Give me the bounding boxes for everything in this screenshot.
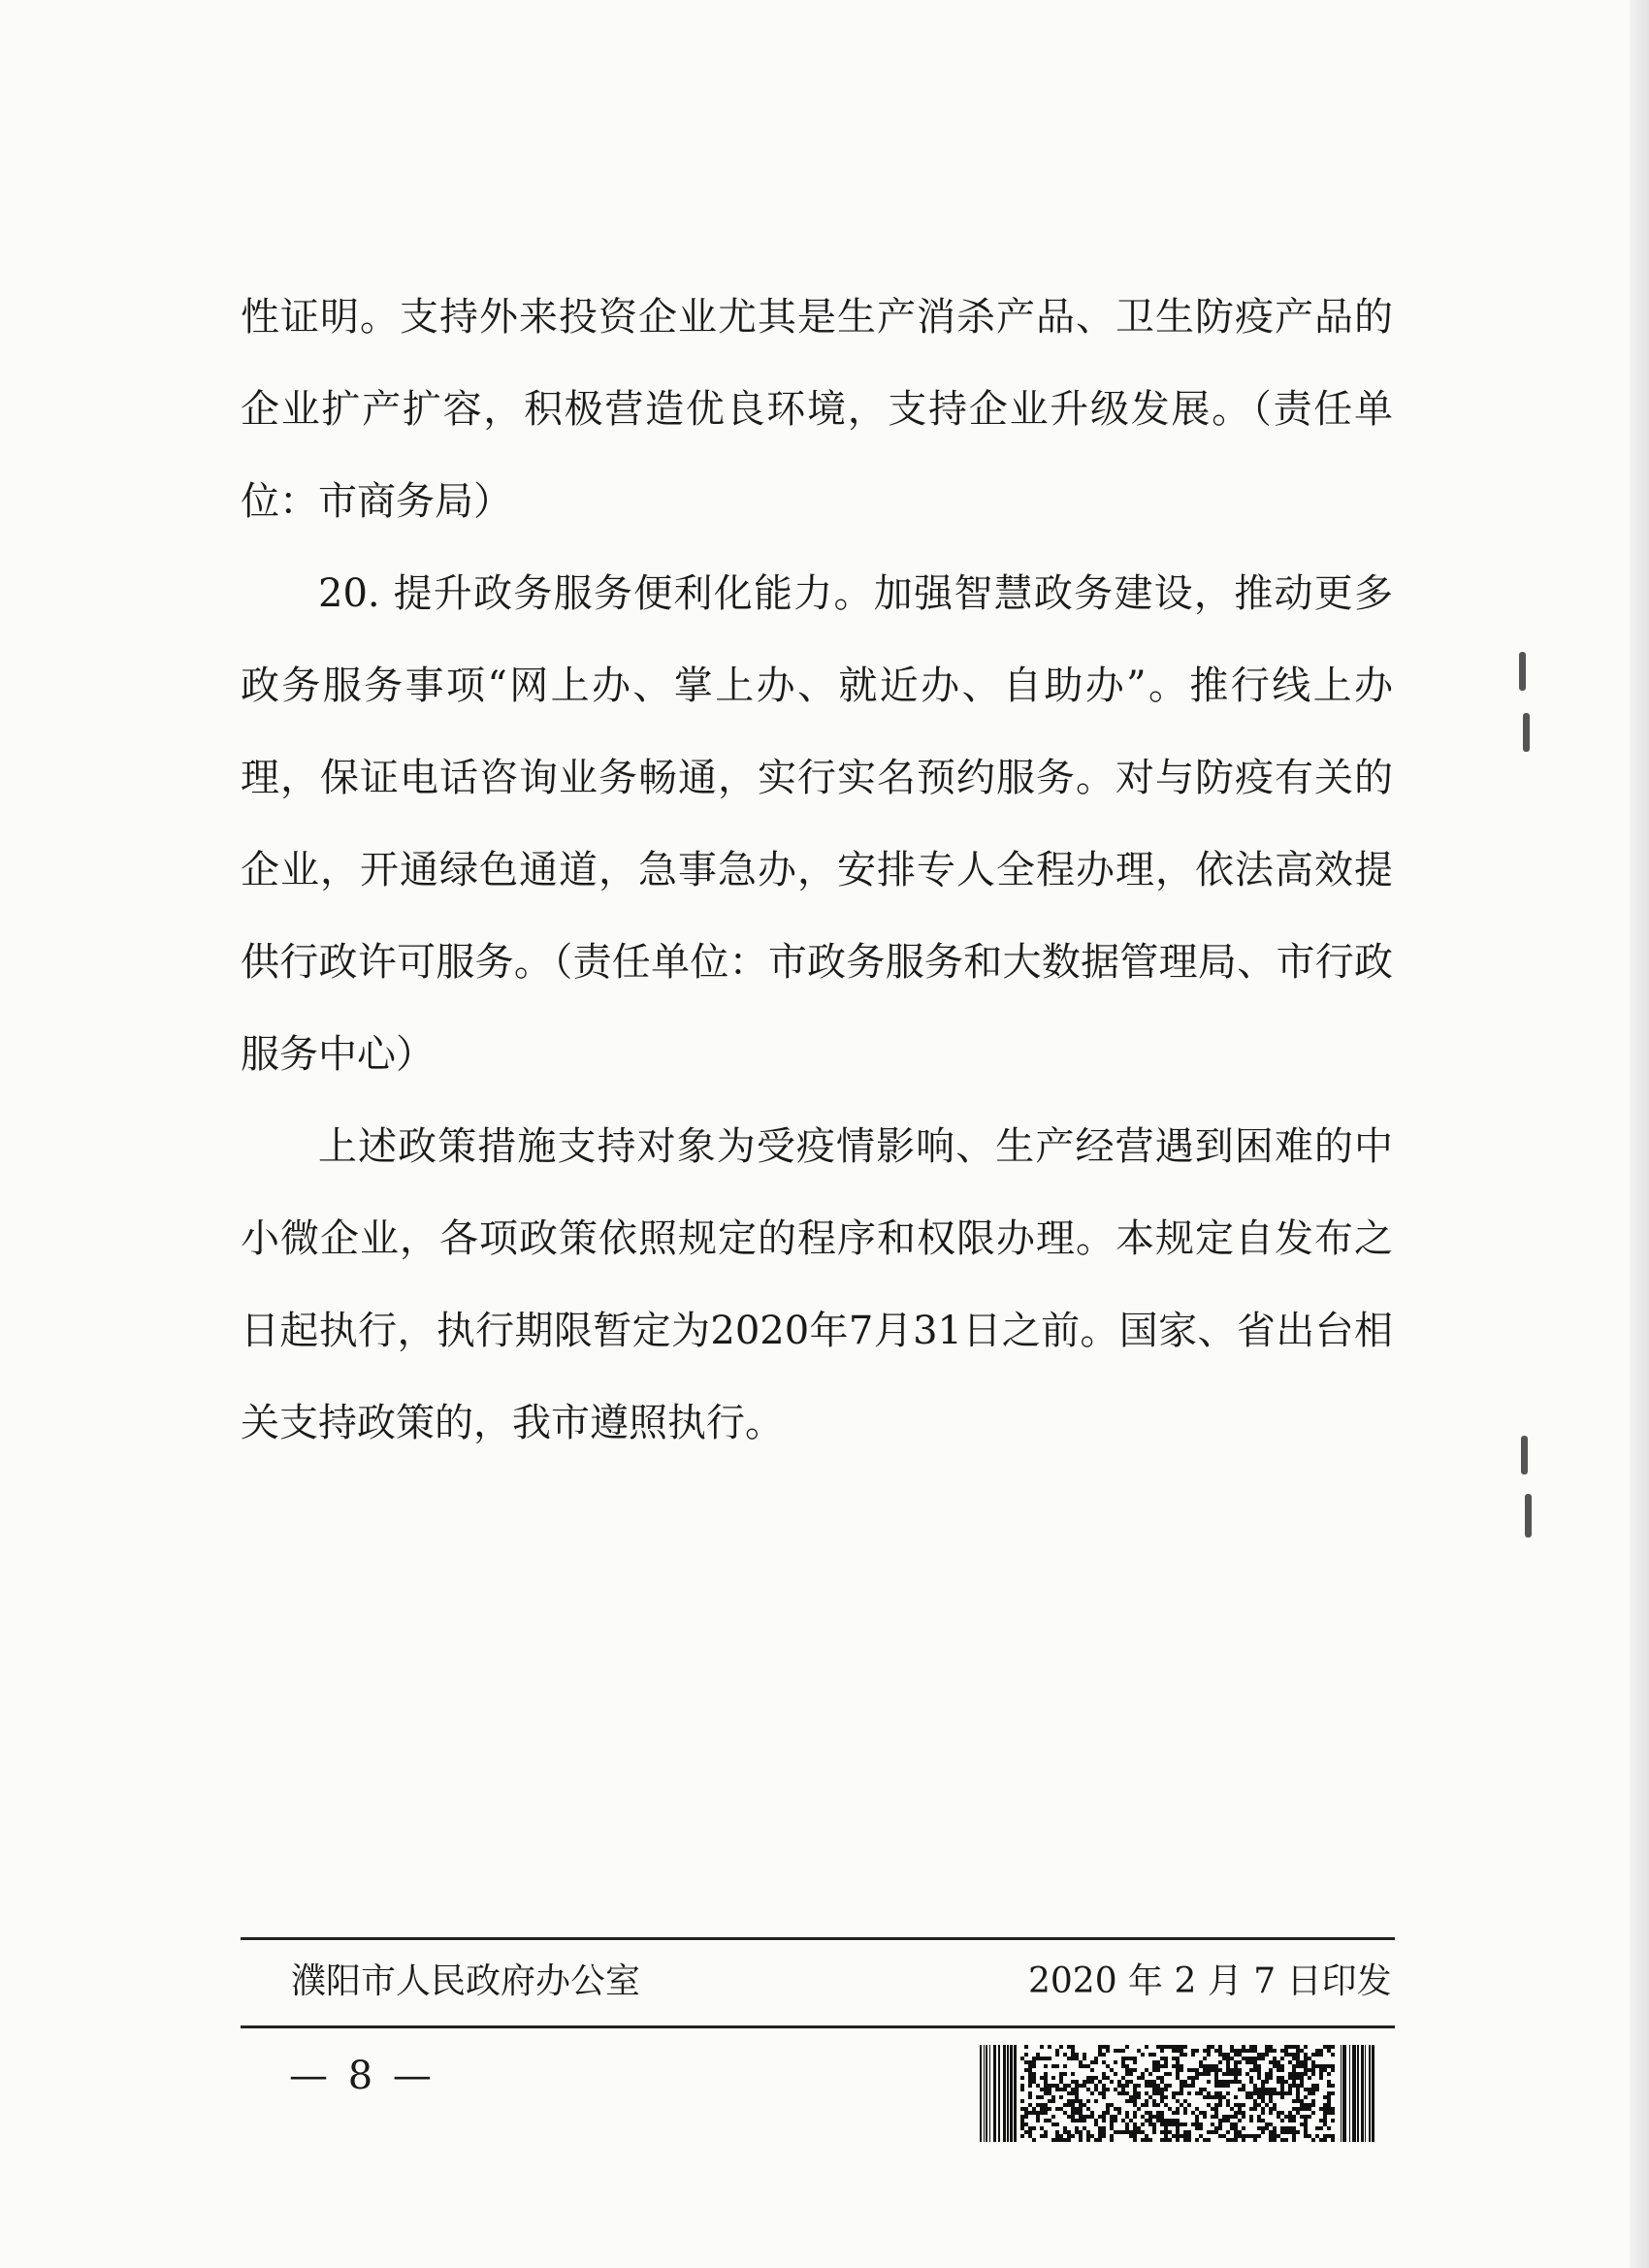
binding-staple-mark [1525,1494,1532,1538]
page-shadow-edge [1630,0,1649,2268]
barcode-icon [980,2045,1375,2142]
paragraph-continuation: 性证明。支持外来投资企业尤其是生产消杀产品、卫生防疫产品的企业扩产扩容，积极营造优良环境，支持企业升级发展。（责任单位：市商务局） [241,295,1393,524]
binding-staple-mark [1519,652,1526,691]
paragraph-closing: 上述政策措施支持对象为受疫情影响、生产经营遇到困难的中小微企业，各项政策依照规定的程序和权限办理。本规定自发布之日起执行，执行期限暂定为2020年7月31日之前。国家、省出台相关支持政策的，我市遵照执行。 [241,1124,1393,1445]
footer-rule-bottom [241,2025,1395,2028]
paragraph-item-20: 20. 提升政务服务便利化能力。加强智慧政务建设，推动更多政务服务事项“网上办、掌上办、就近办、自助办”。推行线上办理，保证电话咨询业务畅通，实行实名预约服务。对与防疫有关的企业，开通绿色通道，急事急办，安排专人全程办理，依法高效提供行政许可服务。（责任单位：市政务服务和大数据管理局、市行政服务中心） [241,571,1393,1077]
footer-rule-top [241,1937,1395,1940]
binding-staple-mark [1523,713,1530,752]
document-body [241,272,1393,1470]
binding-staple-mark [1521,1436,1528,1474]
footer-issue-date: 2020 年 2 月 7 日印发 [1028,1961,1392,2001]
footer-issuer: 濮阳市人民政府办公室 [291,1961,641,2001]
page-number: — 8 — [289,2054,436,2098]
